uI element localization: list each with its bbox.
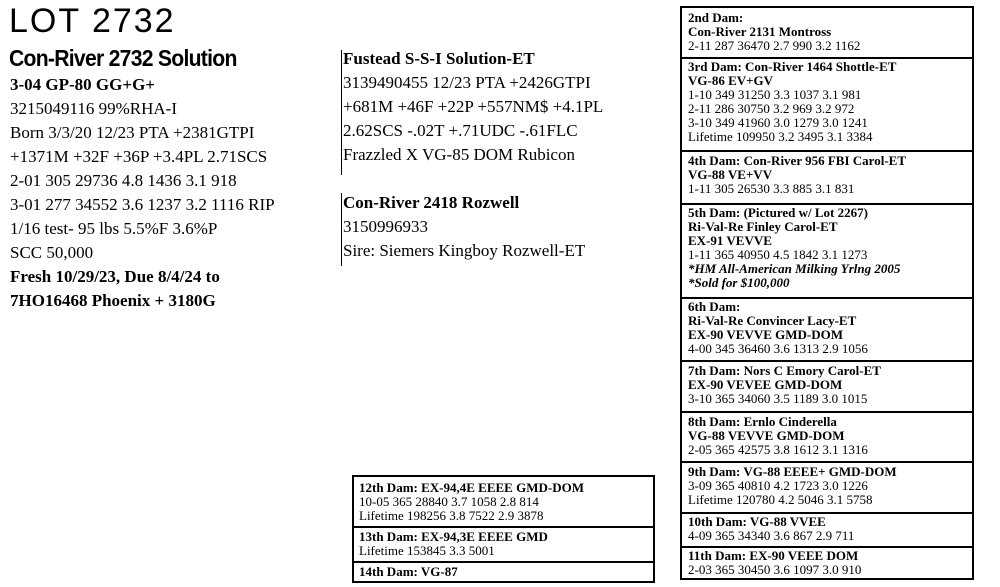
sire-line-4: Frazzled X VG-85 DOM Rubicon [343, 145, 575, 164]
extended-pedigree-box [352, 475, 655, 583]
dam-record: Lifetime 120780 4.2 5046 3.1 5758 [688, 492, 873, 507]
dam-9-section [682, 465, 972, 507]
dam-title: 9th Dam: VG-88 EEEE+ GMD-DOM [688, 464, 897, 479]
dam-title: 4th Dam: Con-River 956 FBI Carol-ET [688, 153, 906, 168]
sire-line-2: +681M +46F +22P +557NM$ +4.1PL [343, 97, 604, 116]
dam-13-section [354, 530, 653, 558]
record-line-2: 3-01 277 34552 3.6 1237 3.2 1116 RIP [10, 195, 275, 214]
test-line: 1/16 test- 95 lbs 5.5%F 3.6%P [10, 219, 218, 238]
dam-title: 6th Dam: [688, 299, 741, 314]
sire-line-1: 3139490455 12/23 PTA +2426GTPI [343, 73, 591, 92]
lot-title: LOT 2732 [9, 2, 176, 40]
dam-record: 1-10 349 31250 3.3 1037 3.1 981 [688, 87, 862, 102]
dam-classification: VG-88 VE+VV [688, 167, 773, 182]
dam-title: 7th Dam: Nors C Emory Carol-ET [688, 363, 881, 378]
dam-record: Lifetime 198256 3.8 7522 2.9 3878 [359, 508, 544, 523]
dam-2-section [682, 11, 972, 53]
dam-name: Con-River 2131 Montross [688, 24, 832, 39]
dam-title: 12th Dam: EX-94,4E EEEE GMD-DOM [359, 480, 584, 495]
dam-10-section [682, 515, 972, 543]
dam-8-section [682, 415, 972, 457]
pedigree-box [680, 6, 974, 580]
dam-title: 11th Dam: EX-90 VEEE DOM [688, 548, 859, 563]
dam-classification: EX-90 VEVEE GMD-DOM [688, 377, 843, 392]
dam-6-section [682, 300, 972, 356]
dam-title: 10th Dam: VG-88 VVEE [688, 514, 826, 529]
pedigree-divider [682, 150, 972, 152]
dam-record: 10-05 365 28840 3.7 1058 2.8 814 [359, 494, 539, 509]
dam-record: 2-11 286 30750 3.2 969 3.2 972 [688, 101, 855, 116]
dam-3-section [682, 60, 972, 144]
dam-record: 2-05 365 42575 3.8 1612 3.1 1316 [688, 442, 868, 457]
dam-classification: EX-90 VEVVE GMD-DOM [688, 327, 844, 342]
pedigree-divider [682, 411, 972, 413]
fresh-due-line: Fresh 10/29/23, Due 8/4/24 to [10, 267, 220, 286]
dam-classification: EX-91 VEVVE [688, 233, 772, 248]
dam-title: 3rd Dam: Con-River 1464 Shottle-ET [688, 59, 897, 74]
dam-record: 4-00 345 36460 3.6 1313 2.9 1056 [688, 341, 868, 356]
dam-line-1: 3150996933 [343, 217, 428, 236]
pedigree-divider [682, 360, 972, 362]
dam-classification: VG-88 VEVVE GMD-DOM [688, 428, 845, 443]
dam-title: 2nd Dam: [688, 10, 744, 25]
dam-record: Lifetime 153845 3.3 5001 [359, 543, 495, 558]
dam-line-2: Sire: Siemers Kingboy Rozwell-ET [343, 241, 586, 260]
sire-line-3: 2.62SCS -.02T +.71UDC -.61FLC [343, 121, 578, 140]
dam-14-section [354, 565, 653, 579]
registration-line: 3215049116 99%RHA-I [10, 99, 177, 118]
pedigree-divider [354, 526, 653, 528]
dam-record: 3-10 365 34060 3.5 1189 3.0 1015 [688, 391, 868, 406]
record-line-1: 2-01 305 29736 4.8 1436 3.1 918 [10, 171, 237, 190]
dam-name: Ri-Val-Re Convincer Lacy-ET [688, 313, 857, 328]
dam-record: 4-09 365 34340 3.6 867 2.9 711 [688, 528, 855, 543]
dam-record: 3-10 349 41960 3.0 1279 3.0 1241 [688, 115, 868, 130]
sire-name: Fustead S-S-I Solution-ET [343, 49, 535, 68]
sire-divider [341, 50, 342, 175]
dam-title: 14th Dam: VG-87 [359, 564, 458, 579]
scc-line: SCC 50,000 [10, 243, 94, 262]
dam-11-section [682, 549, 972, 577]
dam-record: 1-11 365 40950 4.5 1842 3.1 1273 [688, 247, 868, 262]
pta-traits-line: +1371M +32F +36P +3.4PL 2.71SCS [10, 147, 268, 166]
dam-note: *HM All-American Milking Yrlng 2005 [688, 261, 901, 276]
dam-7-section [682, 364, 972, 406]
dam-record: Lifetime 109950 3.2 3495 3.1 3384 [688, 129, 873, 144]
dam-12-section [354, 481, 653, 523]
classification-line: 3-04 GP-80 GG+G+ [10, 75, 155, 94]
dam-name: Ri-Val-Re Finley Carol-ET [688, 219, 838, 234]
birth-pta-line: Born 3/3/20 12/23 PTA +2381GTPI [10, 123, 255, 142]
pedigree-divider [682, 461, 972, 463]
cow-name: Con-River 2732 Solution [9, 45, 237, 71]
dam-name: Con-River 2418 Rozwell [343, 193, 520, 212]
dam-record: 2-11 287 36470 2.7 990 3.2 1162 [688, 38, 861, 53]
dam-4-section [682, 154, 972, 196]
dam-title: 13th Dam: EX-94,3E EEEE GMD [359, 529, 548, 544]
dam-title: 8th Dam: Ernlo Cinderella [688, 414, 837, 429]
dam-record: 2-03 365 30450 3.6 1097 3.0 910 [688, 562, 862, 577]
dam-title: 5th Dam: (Pictured w/ Lot 2267) [688, 205, 868, 220]
dam-record: 3-09 365 40810 4.2 1723 3.0 1226 [688, 478, 868, 493]
dam-divider [341, 193, 342, 266]
service-sire-line: 7HO16468 Phoenix + 3180G [10, 291, 216, 310]
dam-note: *Sold for $100,000 [688, 275, 790, 290]
dam-record: 1-11 305 26530 3.3 885 3.1 831 [688, 181, 855, 196]
dam-5-section [682, 206, 972, 290]
pedigree-divider [354, 561, 653, 563]
dam-classification: VG-86 EV+GV [688, 73, 774, 88]
